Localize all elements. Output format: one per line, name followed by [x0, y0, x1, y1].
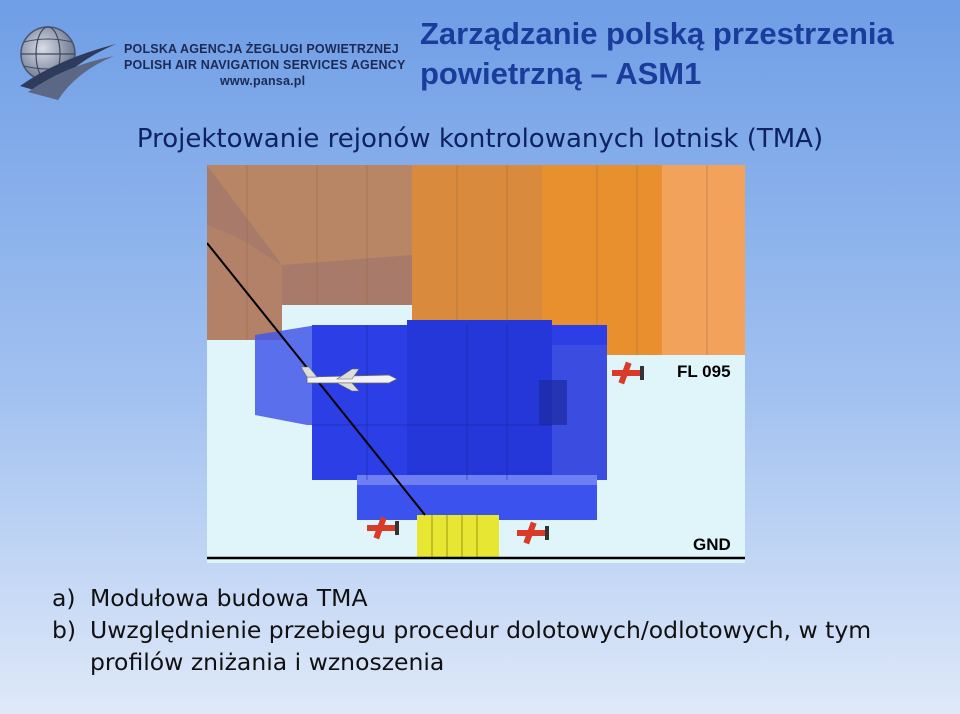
bullet-item: [52, 582, 942, 614]
bullet-list: [52, 582, 942, 678]
bullet-marker: b): [52, 616, 77, 644]
ground-label: GND: [693, 535, 731, 554]
agency-name-en: POLISH AIR NAVIGATION SERVICES AGENCY: [124, 58, 406, 72]
bullet-text: Uwzględnienie przebiegu procedur dolotowych/odlotowych, w tym profilów zniżania i wznoszenia: [90, 616, 872, 676]
tma-diagram: [207, 165, 745, 563]
bullet-marker: a): [52, 584, 76, 612]
slide-title: Zarządzanie polską przestrzenia powietrzną – ASM1: [420, 16, 894, 91]
agency-name: [124, 41, 406, 89]
ctr-zone-block: [417, 515, 499, 558]
bullet-item: [52, 614, 942, 678]
agency-name-pl: POLSKA AGENCJA ŻEGLUGI POWIETRZNEJ: [124, 42, 399, 56]
bullet-text: Modułowa budowa TMA: [90, 584, 368, 612]
agency-website[interactable]: www.pansa.pl: [220, 74, 306, 88]
upper-limit-label: FL 095: [677, 362, 731, 381]
slide-subtitle: Projektowanie rejonów kontrolowanych lotnisk (TMA): [136, 124, 824, 154]
pansa-logo-icon: [18, 14, 118, 104]
